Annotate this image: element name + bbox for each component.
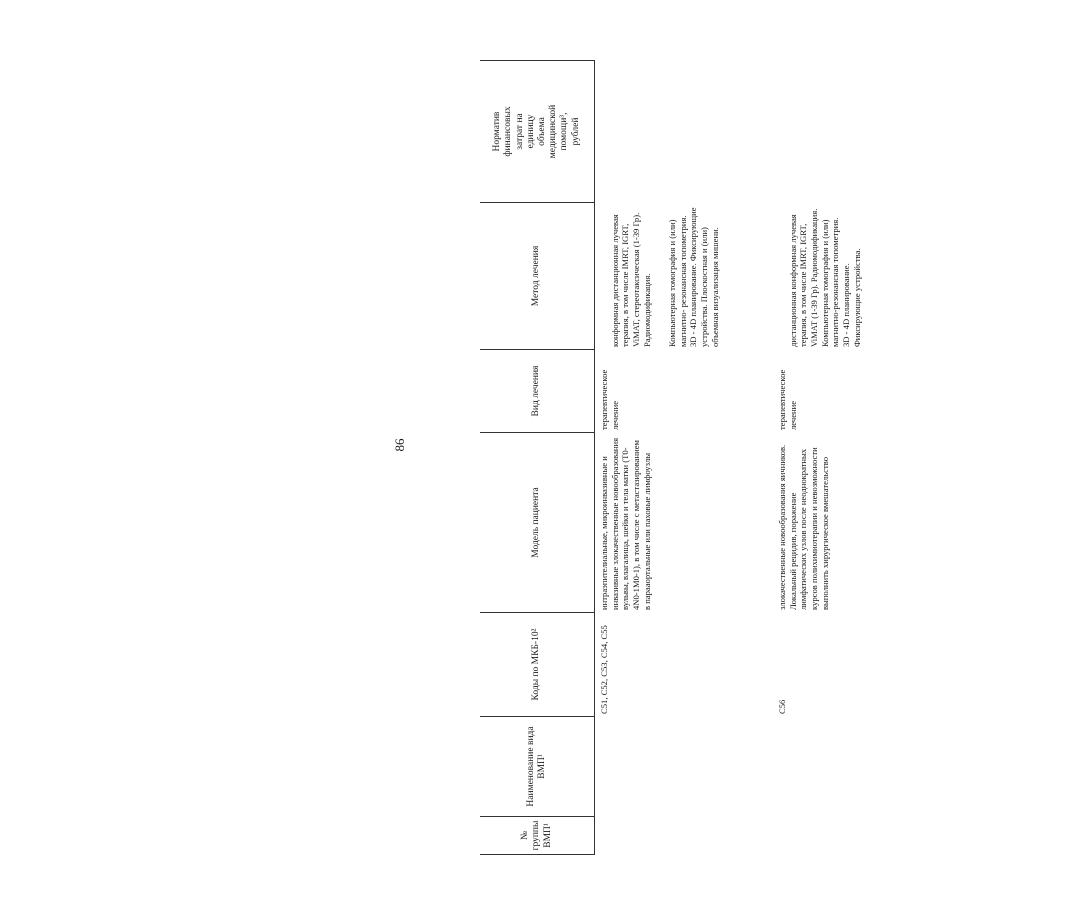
table-header (480, 60, 595, 855)
header-treatment-type: Вид лечения (480, 350, 595, 433)
cell-icd-codes: C56 (777, 699, 787, 714)
cell-treatment-method (599, 203, 735, 350)
cell-vmp-name (777, 717, 877, 817)
header-cost-norm: Норматив финансовых затрат на единицу объема медицинской помощи³, рублей (480, 60, 595, 203)
rotated-page (480, 60, 1080, 855)
page-number: 86 (392, 438, 407, 452)
header-group-number: № группы ВМП¹ (480, 817, 595, 855)
method-paragraph: дистанционная конформная лучевая терапия, в том числе IMRT, IGRT, ViMAT (1-39 Гр). Радиомодификация. Компьютерная томография и (или) магнитно-резонансная топометрия. 3D - 4D планирование. Фиксирующие устройства. (787, 208, 862, 347)
header-treatment-method: Метод лечения (480, 203, 595, 350)
header-patient-model: Модель пациента (480, 433, 595, 613)
cell-cost (777, 60, 877, 203)
cell-treatment-type: терапевтическое лечение (599, 369, 620, 430)
cell-group (777, 817, 877, 855)
table-row (777, 60, 877, 855)
method-paragraph: конформная дистанционная лучевая терапия, в том числе IMRT, IGRT, ViMAT, стереотаксическая (1-39 Гр). Радиомодификация. (609, 212, 652, 347)
header-vmp-name: Наименование вида ВМП¹ (480, 717, 595, 817)
cell-patient-model: интраэпителиальные, микроинвазивные и инвазивные злокачественные новообразования вульвы, влагалища, шейки и тела матки (T0-4N0-1M0-1), в том числе с метастазированием в парааортальные или паховые лимфоузлы (599, 437, 652, 610)
cell-group (599, 817, 735, 855)
cell-icd-codes: C51, C52, C53, C54, C55 (599, 625, 609, 714)
cell-patient-model: злокачественные новообразования яичников. Локальный рецидив, поражение лимфатических узлов после неоднократных курсов полихимиотерапии и невозможности выполнить хирургическое вмешательство (777, 444, 830, 610)
cell-treatment-method (777, 203, 877, 350)
cell-cost (599, 60, 735, 203)
header-icd-codes: Коды по МКБ-10² (480, 613, 595, 717)
cell-treatment-type: терапевтическое лечение (777, 369, 798, 430)
table-row (599, 60, 735, 855)
method-paragraph: Компьютерная томография и (или) магнитно- резонансная топометрия. 3D - 4D планирование. Фиксирующие устройства. Плоскостная и (или) объемная визуализация мишени. (666, 207, 720, 347)
cell-vmp-name (599, 717, 735, 817)
